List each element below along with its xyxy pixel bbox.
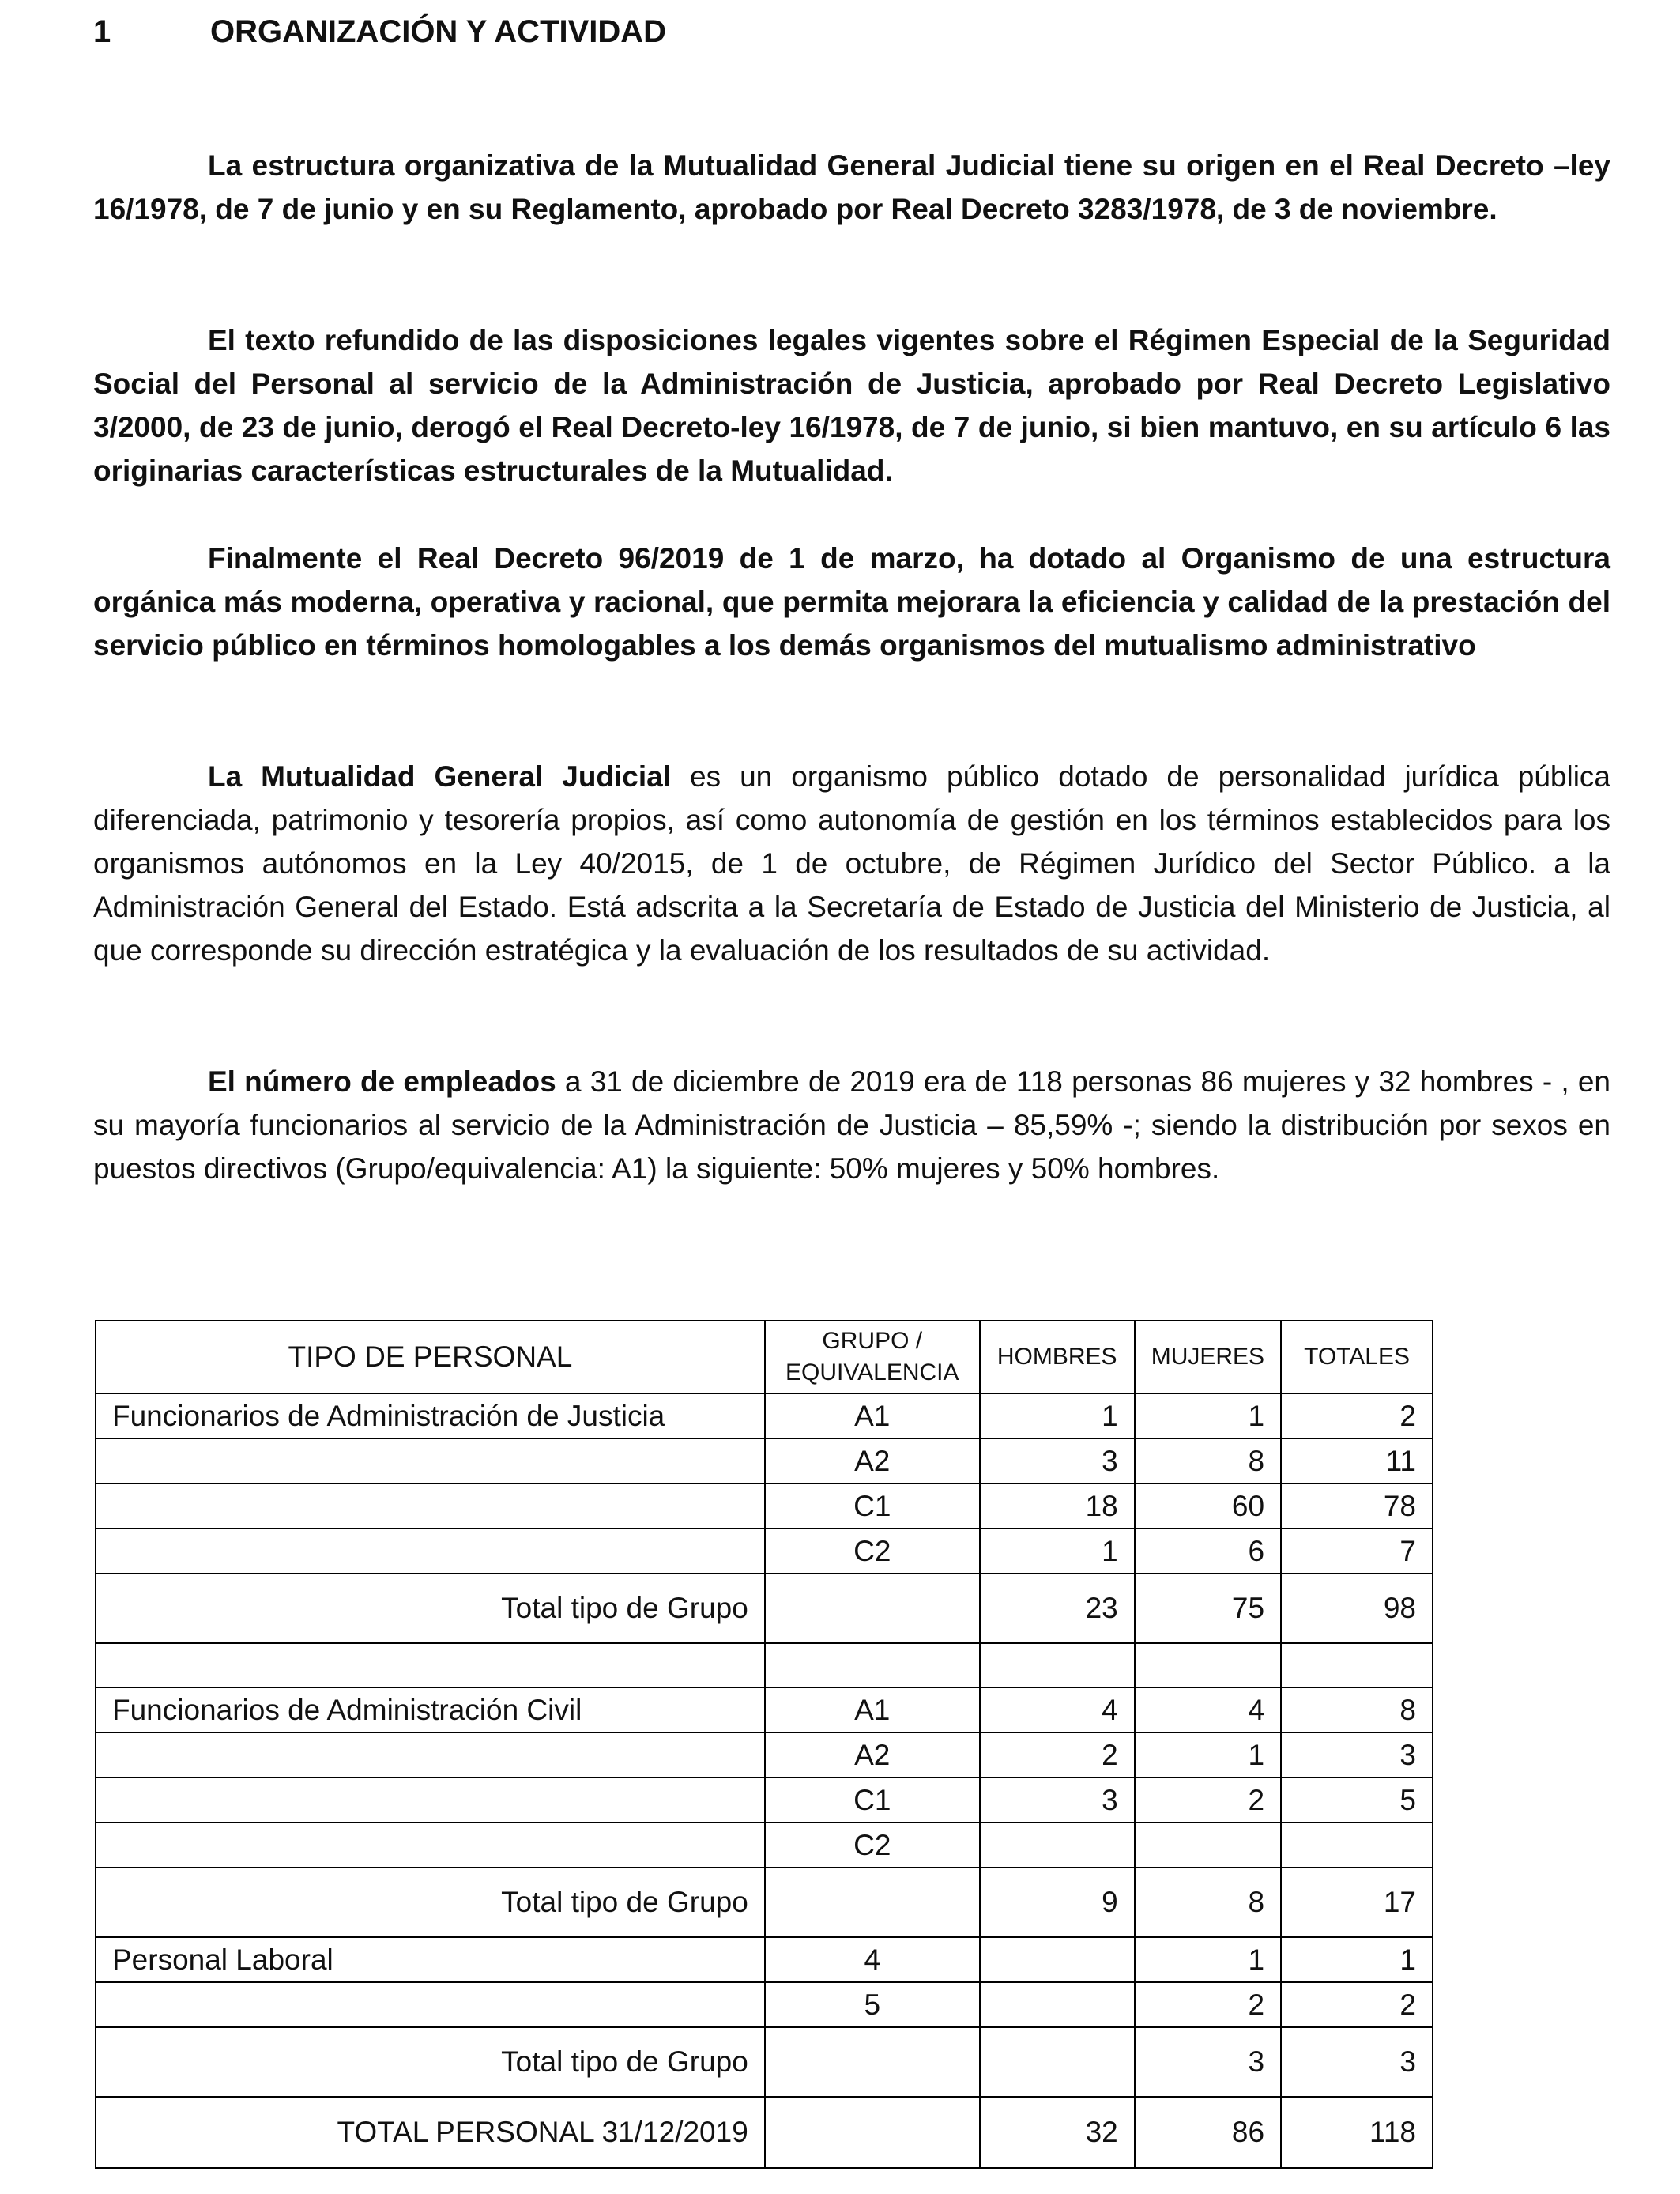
cell-hombres: 4 bbox=[980, 1687, 1135, 1732]
cell-mujeres: 3 bbox=[1135, 2027, 1281, 2097]
cell-totales: 11 bbox=[1281, 1438, 1433, 1483]
table-row bbox=[96, 1393, 1433, 1438]
cell-grupo bbox=[765, 1574, 980, 1643]
cell-hombres: 32 bbox=[980, 2097, 1135, 2168]
cell-grupo: 4 bbox=[765, 1937, 980, 1982]
cell-totales: 78 bbox=[1281, 1483, 1433, 1529]
paragraph-mutualidad-body: es un organismo público dotado de personalidad jurídica pública diferenciada, patrimonio y tesorería propios, así como autonomía de gestión en los términos establecidos para los organismos autónomos en la Ley 40/2015, de 1 de octubre, de Régimen Jurídico del Sector Público. a la Administración General del Estado. Está adscrita a la Secretaría de Estado de Justicia del Ministerio de Justicia, al que corresponde su dirección estratégica y la evaluación de los resultados de su actividad. bbox=[93, 760, 1610, 967]
cell-grupo: C1 bbox=[765, 1483, 980, 1529]
cell-mujeres: 86 bbox=[1135, 2097, 1281, 2168]
cell-hombres: 1 bbox=[980, 1393, 1135, 1438]
cell-totales bbox=[1281, 1643, 1433, 1687]
cell-totales: 2 bbox=[1281, 1982, 1433, 2027]
cell-tipo bbox=[96, 1643, 765, 1687]
cell-mujeres: 6 bbox=[1135, 1529, 1281, 1574]
table-row bbox=[96, 1982, 1433, 2027]
header-grupo-line1: GRUPO / bbox=[822, 1328, 923, 1354]
cell-hombres bbox=[980, 1643, 1135, 1687]
cell-mujeres: 1 bbox=[1135, 1937, 1281, 1982]
section-number: 1 bbox=[93, 14, 111, 49]
cell-totales: 2 bbox=[1281, 1393, 1433, 1438]
header-hombres: HOMBRES bbox=[980, 1321, 1135, 1393]
cell-tipo bbox=[96, 1823, 765, 1868]
section-title: ORGANIZACIÓN Y ACTIVIDAD bbox=[210, 14, 667, 49]
cell-mujeres: 1 bbox=[1135, 1393, 1281, 1438]
cell-mujeres bbox=[1135, 1643, 1281, 1687]
cell-grupo: C2 bbox=[765, 1529, 980, 1574]
paragraph-origin: La estructura organizativa de la Mutualidad General Judicial tiene su origen en el Real Decreto –ley 16/1978, de 7 de junio y en su Reglamento, aprobado por Real Decreto 3283/1978, de 3 de noviembre. bbox=[93, 149, 1610, 225]
cell-hombres: 23 bbox=[980, 1574, 1135, 1643]
cell-totales: 3 bbox=[1281, 1732, 1433, 1777]
cell-tipo: TOTAL PERSONAL 31/12/2019 bbox=[96, 2097, 765, 2168]
header-tipo: TIPO DE PERSONAL bbox=[96, 1321, 765, 1393]
cell-grupo bbox=[765, 1643, 980, 1687]
cell-mujeres: 1 bbox=[1135, 1732, 1281, 1777]
cell-totales: 5 bbox=[1281, 1777, 1433, 1823]
cell-totales: 118 bbox=[1281, 2097, 1433, 2168]
cell-hombres: 2 bbox=[980, 1732, 1135, 1777]
cell-mujeres: 75 bbox=[1135, 1574, 1281, 1643]
cell-grupo bbox=[765, 2027, 980, 2097]
cell-mujeres: 8 bbox=[1135, 1868, 1281, 1937]
cell-grupo bbox=[765, 2097, 980, 2168]
cell-grupo: C2 bbox=[765, 1823, 980, 1868]
cell-grupo: A1 bbox=[765, 1393, 980, 1438]
cell-tipo bbox=[96, 1483, 765, 1529]
section-heading bbox=[93, 14, 666, 50]
cell-grupo: A1 bbox=[765, 1687, 980, 1732]
cell-hombres: 1 bbox=[980, 1529, 1135, 1574]
table-header-row bbox=[96, 1321, 1433, 1393]
cell-tipo: Funcionarios de Administración de Justicia bbox=[96, 1393, 765, 1438]
cell-grupo bbox=[765, 1868, 980, 1937]
paragraph-empleados bbox=[93, 1060, 1610, 1190]
cell-hombres: 3 bbox=[980, 1438, 1135, 1483]
cell-tipo bbox=[96, 1438, 765, 1483]
cell-hombres: 3 bbox=[980, 1777, 1135, 1823]
table-row bbox=[96, 1483, 1433, 1529]
cell-mujeres: 4 bbox=[1135, 1687, 1281, 1732]
table-row-subtotal bbox=[96, 1574, 1433, 1643]
cell-hombres bbox=[980, 1823, 1135, 1868]
paragraph-mutualidad bbox=[93, 755, 1610, 972]
table-row bbox=[96, 1777, 1433, 1823]
cell-hombres bbox=[980, 1937, 1135, 1982]
cell-totales: 17 bbox=[1281, 1868, 1433, 1937]
paragraph-empleados-lead: El número de empleados bbox=[208, 1065, 556, 1098]
paragraph-mutualidad-lead: La Mutualidad General Judicial bbox=[208, 760, 672, 793]
staff-table bbox=[95, 1320, 1433, 2169]
cell-totales: 1 bbox=[1281, 1937, 1433, 1982]
cell-tipo: Funcionarios de Administración Civil bbox=[96, 1687, 765, 1732]
cell-hombres bbox=[980, 1982, 1135, 2027]
cell-totales bbox=[1281, 1823, 1433, 1868]
table-row-subtotal bbox=[96, 2027, 1433, 2097]
header-totales: TOTALES bbox=[1281, 1321, 1433, 1393]
table-row bbox=[96, 1529, 1433, 1574]
paragraph-empleados-body: a 31 de diciembre de 2019 era de 118 personas 86 mujeres y 32 hombres - , en su mayoría funcionarios al servicio de la Administración de Justicia – 85,59% -; siendo la distribución por sexos en puestos directivos (Grupo/equivalencia: A1) la siguiente: 50% mujeres y 50% hombres. bbox=[93, 1065, 1610, 1185]
cell-tipo bbox=[96, 1777, 765, 1823]
cell-mujeres: 60 bbox=[1135, 1483, 1281, 1529]
cell-tipo: Total tipo de Grupo bbox=[96, 1868, 765, 1937]
table-row-grand-total bbox=[96, 2097, 1433, 2168]
cell-totales: 7 bbox=[1281, 1529, 1433, 1574]
cell-totales: 3 bbox=[1281, 2027, 1433, 2097]
cell-mujeres: 2 bbox=[1135, 1777, 1281, 1823]
cell-mujeres: 8 bbox=[1135, 1438, 1281, 1483]
cell-hombres bbox=[980, 2027, 1135, 2097]
header-grupo bbox=[765, 1321, 980, 1393]
table-row-spacer bbox=[96, 1643, 1433, 1687]
cell-grupo: A2 bbox=[765, 1732, 980, 1777]
cell-tipo: Total tipo de Grupo bbox=[96, 1574, 765, 1643]
cell-tipo: Total tipo de Grupo bbox=[96, 2027, 765, 2097]
table-row bbox=[96, 1937, 1433, 1982]
cell-grupo: C1 bbox=[765, 1777, 980, 1823]
cell-mujeres: 2 bbox=[1135, 1982, 1281, 2027]
cell-hombres: 9 bbox=[980, 1868, 1135, 1937]
cell-tipo bbox=[96, 1529, 765, 1574]
table-row bbox=[96, 1823, 1433, 1868]
cell-hombres: 18 bbox=[980, 1483, 1135, 1529]
cell-tipo bbox=[96, 1732, 765, 1777]
table-row bbox=[96, 1438, 1433, 1483]
table-row bbox=[96, 1732, 1433, 1777]
cell-mujeres bbox=[1135, 1823, 1281, 1868]
cell-totales: 98 bbox=[1281, 1574, 1433, 1643]
table-row bbox=[96, 1687, 1433, 1732]
cell-totales: 8 bbox=[1281, 1687, 1433, 1732]
cell-tipo: Personal Laboral bbox=[96, 1937, 765, 1982]
header-mujeres: MUJERES bbox=[1135, 1321, 1281, 1393]
table-body bbox=[96, 1393, 1433, 2168]
cell-tipo bbox=[96, 1982, 765, 2027]
table-row-subtotal bbox=[96, 1868, 1433, 1937]
cell-grupo: A2 bbox=[765, 1438, 980, 1483]
paragraph-real-decreto: Finalmente el Real Decreto 96/2019 de 1 de marzo, ha dotado al Organismo de una estructura orgánica más moderna, operativa y racional, que permita mejorara la eficiencia y calidad de la prestación del servicio público en términos homologables a los demás organismos del mutualismo administrativo bbox=[93, 542, 1610, 662]
paragraph-texto-refundido: El texto refundido de las disposiciones legales vigentes sobre el Régimen Especial de la Seguridad Social del Personal al servicio de la Administración de Justicia, aprobado por Real Decreto Legislativo 3/2000, de 23 de junio, derogó el Real Decreto-ley 16/1978, de 7 de junio, si bien mantuvo, en su artículo 6 las originarias características estructurales de la Mutualidad. bbox=[93, 324, 1610, 487]
cell-grupo: 5 bbox=[765, 1982, 980, 2027]
header-grupo-line2: EQUIVALENCIA bbox=[785, 1359, 959, 1385]
